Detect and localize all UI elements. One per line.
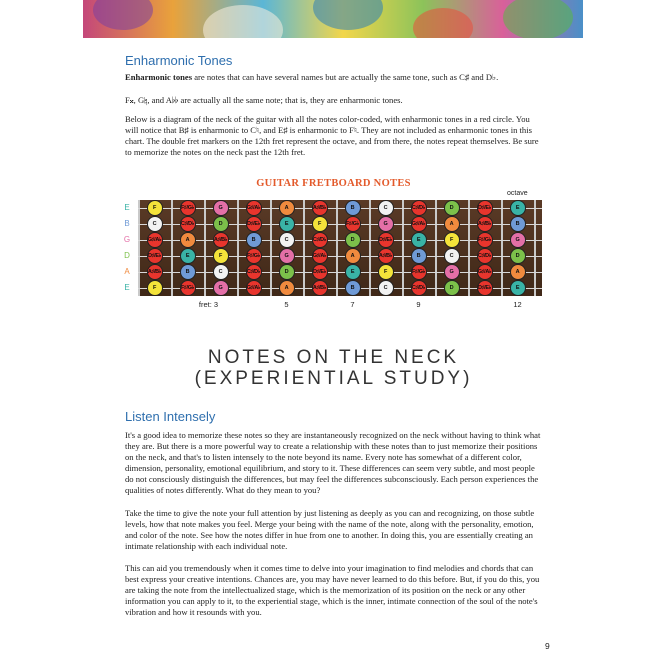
string-label: E: [124, 283, 130, 292]
note-marker: A♯/B♭: [213, 232, 229, 248]
note-marker: E: [279, 216, 295, 232]
note-marker: G♯/A♭: [246, 200, 262, 216]
note-marker: G♯/A♭: [477, 264, 493, 280]
fret-line: [468, 200, 470, 296]
note-marker: F♯/G♭: [477, 232, 493, 248]
section-heading-enharmonic: Enharmonic Tones: [125, 53, 233, 68]
note-marker: F♯/G♭: [180, 200, 196, 216]
note-marker: F♯/G♭: [180, 280, 196, 296]
note-marker: B: [345, 280, 361, 296]
note-marker: E: [510, 200, 526, 216]
note-marker: G♯/A♭: [147, 232, 163, 248]
note-marker: F: [213, 248, 229, 264]
main-heading-line1: NOTES ON THE NECK: [207, 347, 460, 368]
note-marker: B: [510, 216, 526, 232]
note-marker: C♯/D♭: [246, 264, 262, 280]
note-marker: D: [279, 264, 295, 280]
note-marker: E: [411, 232, 427, 248]
note-marker: A♯/B♭: [312, 280, 328, 296]
note-marker: D♯/E♭: [246, 216, 262, 232]
note-marker: C♯/D♭: [180, 216, 196, 232]
note-marker: C: [213, 264, 229, 280]
note-marker: A: [510, 264, 526, 280]
paragraph-listen-1: It's a good idea to memorize these notes so they are instantaneously recognized on the neck without having to think what they are. But there is a more powerful way to create a relationship with these notes than to just memorize their positions on the neck, and that's to listen intensely to the note beyond its name. Every note has somewhat of a different color, dimension, personality, emotional equilibrium, and story to it. These differences can seem very subtle, and most people do not consciously distinguish the differences, but may feel the differences subconsciously. Each person experiences the qualities of notes differently. What do they mean to you?: [125, 430, 541, 495]
note-marker: D♯/E♭: [312, 264, 328, 280]
note-marker: G: [444, 264, 460, 280]
fret-number-label: 5: [284, 300, 289, 309]
fret-line: [369, 200, 371, 296]
fret-line: [270, 200, 272, 296]
note-marker: A: [345, 248, 361, 264]
main-heading: [0, 347, 667, 389]
note-marker: D: [510, 248, 526, 264]
note-marker: C: [378, 200, 394, 216]
guitar-fretboard: [138, 200, 542, 296]
note-marker: G♯/A♭: [246, 280, 262, 296]
paragraph-enharmonic-example: F𝄪, G♮, and A♭♭ are actually all the same note; that is, they are enharmonic tones.: [125, 95, 403, 105]
note-marker: G: [213, 200, 229, 216]
note-marker: C: [147, 216, 163, 232]
note-marker: E: [345, 264, 361, 280]
note-marker: G♯/A♭: [411, 216, 427, 232]
note-marker: D: [345, 232, 361, 248]
string-label: A: [124, 267, 130, 276]
note-marker: G: [279, 248, 295, 264]
subheading-listen-intensely: Listen Intensely: [125, 409, 216, 424]
term-enharmonic-tones: Enharmonic tones: [125, 72, 193, 82]
fret-line: [138, 200, 140, 296]
fret-number-label: 7: [350, 300, 355, 309]
note-marker: E: [510, 280, 526, 296]
fret-number-label: 9: [416, 300, 421, 309]
note-marker: A: [279, 280, 295, 296]
fret-line: [237, 200, 239, 296]
note-marker: A: [444, 216, 460, 232]
fret-line: [435, 200, 437, 296]
note-marker: G: [378, 216, 394, 232]
paragraph-enharmonic-definition: [125, 72, 545, 83]
note-marker: G♯/A♭: [312, 248, 328, 264]
note-marker: D♯/E♭: [477, 280, 493, 296]
note-marker: D♯/E♭: [477, 200, 493, 216]
note-marker: F: [378, 264, 394, 280]
string-label: B: [124, 219, 130, 228]
note-marker: B: [180, 264, 196, 280]
note-marker: A♯/B♭: [477, 216, 493, 232]
definition-text: are notes that can have several names but are actually the same tone, such as C♯ and D♭.: [192, 72, 499, 82]
note-marker: C♯/D♭: [411, 200, 427, 216]
note-marker: B: [246, 232, 262, 248]
note-marker: E: [180, 248, 196, 264]
note-marker: B: [345, 200, 361, 216]
note-marker: C: [279, 232, 295, 248]
note-marker: F♯/G♭: [246, 248, 262, 264]
note-marker: C♯/D♭: [312, 232, 328, 248]
note-marker: C♯/D♭: [411, 280, 427, 296]
note-marker: C: [444, 248, 460, 264]
chart-title: GUITAR FRETBOARD NOTES: [256, 178, 411, 189]
note-marker: D: [444, 200, 460, 216]
note-marker: C♯/D♭: [477, 248, 493, 264]
note-marker: G: [213, 280, 229, 296]
main-heading-line2: (EXPERIENTIAL STUDY): [194, 368, 473, 389]
note-marker: C: [378, 280, 394, 296]
note-marker: F: [312, 216, 328, 232]
note-marker: A♯/B♭: [147, 264, 163, 280]
note-marker: F: [147, 280, 163, 296]
note-marker: F♯/G♭: [345, 216, 361, 232]
paragraph-listen-3: This can aid you tremendously when it comes time to delve into your imagination to find melodies and chords that can best express your creative intentions. Chances are, you may have never learned to do this before. But, if you do this, you are taking the note from the intellectualized stage, which is the memorization of its position on the neck or any other information you can apply to it, to the experiential stage, which is the inner, intimate connection of the soul of the note's vibration and how it resounds with you.: [125, 563, 540, 617]
fret-number-label: 12: [513, 300, 522, 309]
paragraph-listen-2: Take the time to give the note your full attention by just listening as deeply as you can and recognizing, on those subtle levels, how that note makes you feel. Merge your being with the name of the note, along with the personality, emotion, and color of the note. See how the notes differ in hue from one to another. In doing this, you are essentially creating an intimate relationship with each individual note.: [125, 508, 535, 551]
note-marker: F♯/G♭: [411, 264, 427, 280]
note-marker: D♯/E♭: [147, 248, 163, 264]
octave-label: octave: [507, 190, 528, 197]
fret-line: [303, 200, 305, 296]
note-marker: G: [510, 232, 526, 248]
note-marker: D♯/E♭: [378, 232, 394, 248]
note-marker: D: [444, 280, 460, 296]
fret-line: [171, 200, 173, 296]
fret-line: [501, 200, 503, 296]
note-marker: B: [411, 248, 427, 264]
fret-line: [336, 200, 338, 296]
fret-number-label: fret: 3: [198, 300, 219, 309]
note-marker: A: [180, 232, 196, 248]
fret-line: [204, 200, 206, 296]
fret-line: [402, 200, 404, 296]
page-number: 9: [545, 641, 550, 651]
note-marker: F: [444, 232, 460, 248]
note-marker: A♯/B♭: [312, 200, 328, 216]
note-marker: D: [213, 216, 229, 232]
string-label: G: [123, 235, 131, 244]
header-banner-art: [83, 0, 583, 38]
string-label: E: [124, 203, 130, 212]
paragraph-diagram-description: Below is a diagram of the neck of the guitar with all the notes color-coded, with enharmonic tones in a red circle. You will notice that B♯ is enharmonic to C♮, and E♯ is enharmonic to F♮. They are not included as enharmonic tones in this chart. The double fret markers on the 12th fret represent the octave, and from there, the notes repeat themselves. Be sure to memorize the notes on the neck past the 12th fret.: [125, 114, 539, 157]
string-label: D: [124, 251, 130, 260]
note-marker: A: [279, 200, 295, 216]
note-marker: F: [147, 200, 163, 216]
fret-line: [534, 200, 536, 296]
note-marker: A♯/B♭: [378, 248, 394, 264]
